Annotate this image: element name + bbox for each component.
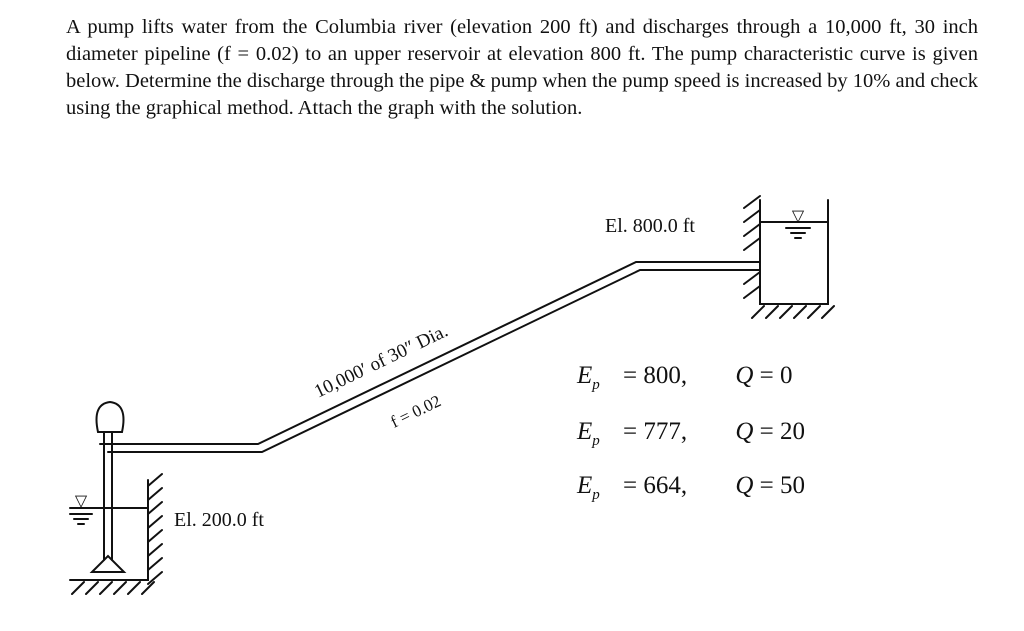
upper-water-surface-icon [786,228,810,238]
pump-curve-point: $E_p = 800$, Q = 0 [577,362,793,393]
lower-water-surface-icon [70,514,92,524]
problem-statement: A pump lifts water from the Columbia river (elevation 200 ft) and discharges through a 10,000 ft, 30 inch diameter pipeline (f = 0.02) to an upper reservoir at elevation 800 ft. The pump characteristic curve is given below. Determine the discharge through the pipe & pump when the pump speed is increased by 10% and check using the graphical method. Attach the graph with the solution. [66,16,978,119]
pump-icon [92,402,124,572]
upper-elevation-label: El. 800.0 ft [605,215,695,237]
upper-water-triangle-icon: ▽ [791,208,805,225]
lower-water-triangle-icon: ▽ [74,493,88,510]
pump-curve-point: $E_p = 664$, Q = 50 [577,472,806,503]
friction-label: f = 0.02 [387,391,444,432]
pump-curve-point: $E_p = 777$, Q = 20 [577,418,806,449]
upper-reservoir [744,196,834,318]
lower-elevation-label: El. 200.0 ft [174,509,264,531]
pipe-label: 10,000′ of 30″ Dia. [311,320,452,403]
lower-river [70,474,162,594]
